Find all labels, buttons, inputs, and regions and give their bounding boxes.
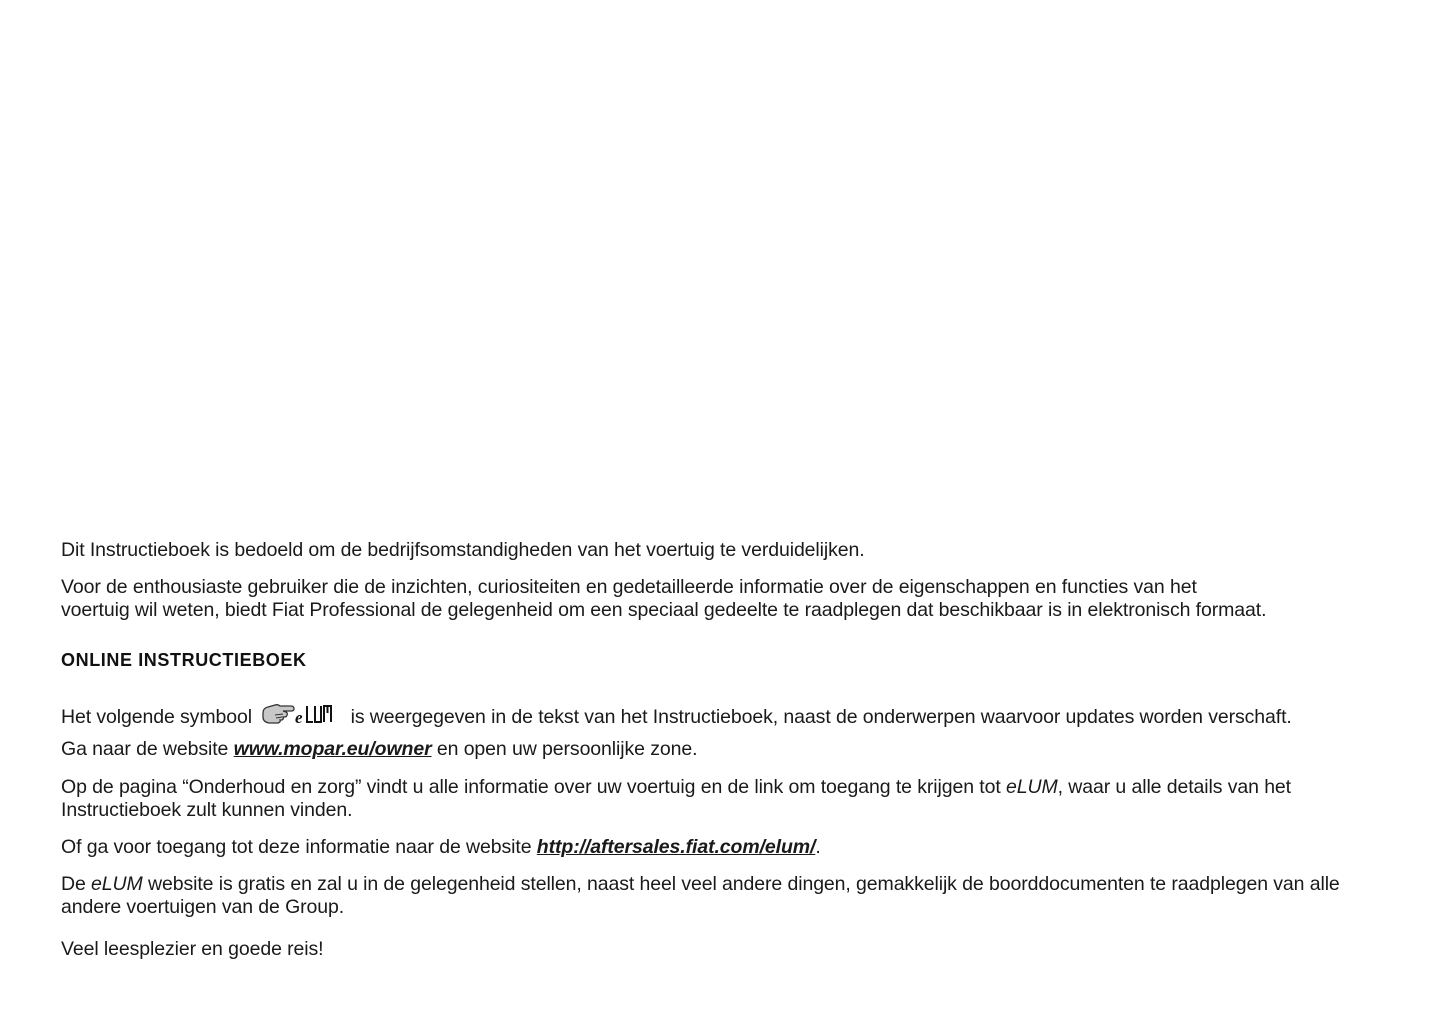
- de-text: De: [61, 873, 92, 895]
- de-text-after: website is gratis en zal u in de gelegenheid stellen, naast heel veel andere dingen, gemakkelijk de boorddocumenten te raadplegen van alle: [142, 873, 1340, 895]
- symbol-paragraph: [61, 701, 1292, 729]
- aftersales-elum-link[interactable]: http://aftersales.fiat.com/elum/: [536, 836, 816, 858]
- goto-text-before: Ga naar de website: [61, 738, 234, 760]
- page-text-after: , waar u alle details van het: [1057, 776, 1291, 798]
- enthusiast-text-line1: Voor de enthousiaste gebruiker die de inzichten, curiositeiten en gedetailleerde informatie over de eigenschappen en functies van het: [61, 576, 1197, 598]
- elum-website-paragraph-line1: [61, 873, 1340, 896]
- or-text-after: .: [815, 836, 821, 858]
- section-heading: ONLINE INSTRUCTIEBOEK: [61, 650, 307, 670]
- symbol-text-after: is weergegeven in de tekst van het Instructieboek, naast de onderwerpen waarvoor updates worden verschaft.: [350, 706, 1292, 728]
- page-paragraph-line2: Instructieboek zult kunnen vinden.: [61, 799, 353, 821]
- or-text-before: Of ga voor toegang tot deze informatie naar de website: [61, 836, 537, 858]
- svg-text:e: e: [295, 708, 303, 727]
- aftersales-paragraph: [61, 836, 821, 859]
- intro-text: Dit Instructieboek is bedoeld om de bedrijfsomstandigheden van het voertuig te verduidelijken.: [61, 539, 865, 561]
- elum-website-paragraph-line2: andere voertuigen van de Group.: [61, 896, 345, 918]
- page-text-before: Op de pagina “Onderhoud en zorg” vindt u alle informatie over uw voertuig en de link om toegang te krijgen tot: [61, 776, 1006, 798]
- enthusiast-text-line2: voertuig wil weten, biedt Fiat Professional de gelegenheid om een speciaal gedeelte te raadplegen dat beschikbaar is in elektronisch formaat.: [61, 599, 1267, 621]
- page-paragraph-line1: [61, 776, 1291, 799]
- elum-term: eLUM: [91, 873, 143, 895]
- goto-text-after: en open uw persoonlijke zone.: [431, 738, 698, 760]
- mopar-owner-link[interactable]: www.mopar.eu/owner: [233, 738, 432, 760]
- closing-text: Veel leesplezier en goede reis!: [61, 938, 324, 960]
- pointing-hand-elum-icon: [261, 701, 339, 727]
- elum-term: eLUM: [1005, 776, 1058, 798]
- symbol-text-before: Het volgende symbool: [61, 706, 252, 728]
- goto-paragraph: [61, 738, 697, 761]
